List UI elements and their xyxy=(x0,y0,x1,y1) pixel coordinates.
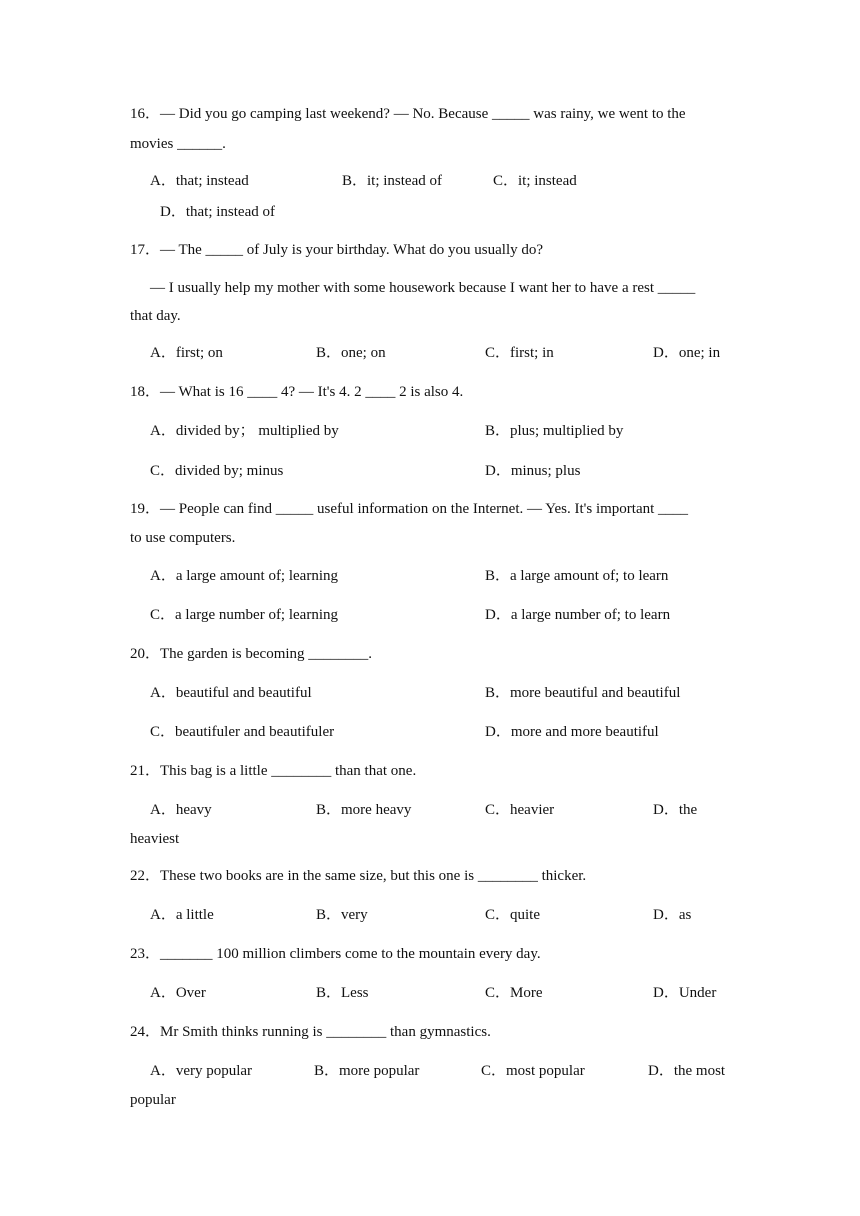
q19-option-d: D．a large number of; to learn xyxy=(485,607,671,623)
q21-option-a: A．heavy xyxy=(150,802,212,818)
q24-option-d-wrap: popular xyxy=(130,1092,176,1108)
q20-option-c: C．beautifuler and beautifuler xyxy=(150,724,335,740)
q20-option-a: A．beautiful and beautiful xyxy=(150,685,312,701)
q24-option-d: D．the most xyxy=(648,1063,726,1079)
q16-option-a: A．that; instead xyxy=(150,173,249,189)
q23-option-a: A．Over xyxy=(150,985,206,1001)
q16-option-b: B．it; instead of xyxy=(342,173,442,189)
q18-option-b: B．plus; multiplied by xyxy=(485,423,624,439)
q16-option-c: C．it; instead xyxy=(493,173,577,189)
q21-option-d-wrap: heaviest xyxy=(130,831,180,847)
question-19-stem: 19．— People can find _____ useful information on the Internet. — Yes. It's important ____ xyxy=(130,501,689,517)
question-17-reply-cont: that day. xyxy=(130,308,181,324)
question-20-stem: 20．The garden is becoming ________. xyxy=(130,646,373,662)
q22-option-c: C．quite xyxy=(485,907,540,923)
q22-option-d: D．as xyxy=(653,907,692,923)
q16-option-d: D．that; instead of xyxy=(160,204,275,220)
q17-option-c: C．first; in xyxy=(485,345,554,361)
question-23-stem: 23．_______ 100 million climbers come to the mountain every day. xyxy=(130,946,541,962)
q18-option-a: A．divided by； multiplied by xyxy=(150,423,339,439)
q21-option-d: D．the xyxy=(653,802,698,818)
q17-option-a: A．first; on xyxy=(150,345,223,361)
q20-option-d: D．more and more beautiful xyxy=(485,724,659,740)
question-17-stem: 17．— The _____ of July is your birthday. What do you usually do? xyxy=(130,242,544,258)
q24-option-c: C．most popular xyxy=(481,1063,585,1079)
question-18-stem: 18．— What is 16 ____ 4? — It's 4. 2 ____ 2 is also 4. xyxy=(130,384,464,400)
q18-option-d: D．minus; plus xyxy=(485,463,581,479)
q18-option-c: C．divided by; minus xyxy=(150,463,284,479)
q17-option-d: D．one; in xyxy=(653,345,721,361)
q21-option-c: C．heavier xyxy=(485,802,555,818)
q22-option-b: B．very xyxy=(316,907,368,923)
q20-option-b: B．more beautiful and beautiful xyxy=(485,685,681,701)
q23-option-d: D．Under xyxy=(653,985,717,1001)
q19-option-a: A．a large amount of; learning xyxy=(150,568,338,584)
question-17-reply: — I usually help my mother with some housework because I want her to have a rest _____ xyxy=(150,280,696,296)
q24-option-b: B．more popular xyxy=(314,1063,420,1079)
q22-option-a: A．a little xyxy=(150,907,214,923)
question-16-stem-cont: movies ______. xyxy=(130,136,226,152)
q23-option-b: B．Less xyxy=(316,985,369,1001)
q24-option-a: A．very popular xyxy=(150,1063,253,1079)
question-24-stem: 24．Mr Smith thinks running is ________ than gymnastics. xyxy=(130,1024,491,1040)
question-19-stem-cont: to use computers. xyxy=(130,530,236,546)
q17-option-b: B．one; on xyxy=(316,345,386,361)
question-16-stem: 16．— Did you go camping last weekend? — No. Because _____ was rainy, we went to the xyxy=(130,106,686,122)
q19-option-c: C．a large number of; learning xyxy=(150,607,338,623)
question-22-stem: 22．These two books are in the same size, but this one is ________ thicker. xyxy=(130,868,587,884)
q23-option-c: C．More xyxy=(485,985,543,1001)
q19-option-b: B．a large amount of; to learn xyxy=(485,568,669,584)
question-21-stem: 21．This bag is a little ________ than that one. xyxy=(130,763,417,779)
q21-option-b: B．more heavy xyxy=(316,802,412,818)
